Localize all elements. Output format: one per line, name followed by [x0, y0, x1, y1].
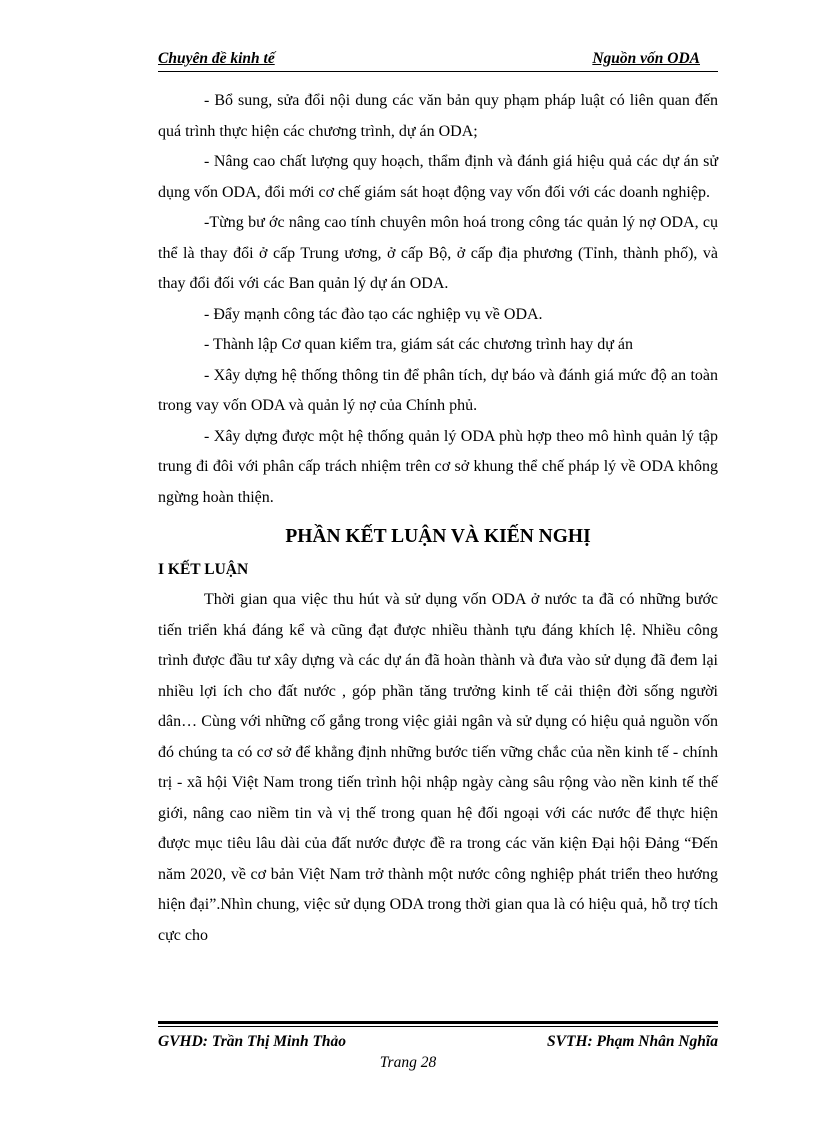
section-title: PHẦN KẾT LUẬN VÀ KIẾN NGHỊ	[285, 526, 591, 547]
conclusion-paragraph: Thời gian qua việc thu hút và sử dụng vốn ODA ở nước ta đã có những bước tiến triển khá đáng kể và cũng đạt được nhiều thành tựu đáng khích lệ. Nhiều công trình được đầu tư xây dựng và các dự án đã hoàn thành và đưa vào sử dụng đã đem lại nhiều lợi ích cho đất nước , góp phần tăng trưởng kinh tế cải thiện đời sống người dân… Cùng với những cố gắng trong việc giải ngân và sử dụng có hiệu quả nguồn vốn đó chúng ta có cơ sở để khẳng định những bước tiến vững chắc của nền kinh tế - chính trị - xã hội Việt Nam trong tiến trình hội nhập ngày càng sâu rộng vào nền kinh tế thế giới, nâng cao niềm tin và vị thế trong quan hệ đối ngoại với các nước để thực hiện được mục tiêu lâu dài của đất nước được đề ra trong các văn kiện Đại hội Đảng “Đến năm 2020, về cơ bản Việt Nam trở thành một nước công nghiệp phát triển theo hướng hiện đại”.Nhìn chung, việc sử dụng ODA trong thời gian qua là có hiệu quả, hỗ trợ tích cực cho	[158, 591, 718, 944]
page-body	[158, 86, 718, 951]
paragraph: - Xây dựng hệ thống thông tin để phân tích, dự báo và đánh giá mức độ an toàn trong vay vốn ODA và quản lý nợ của Chính phủ.	[158, 366, 718, 414]
subsection-title: I KẾT LUẬN	[158, 561, 249, 578]
header-topic: Nguồn vốn ODA	[592, 50, 700, 67]
header-subject: Chuyên đề kinh tế	[158, 50, 275, 67]
footer-advisor: GVHD: Trần Thị Minh Thảo	[158, 1033, 347, 1050]
paragraph: - Nâng cao chất lượng quy hoạch, thẩm định và đánh giá hiệu quả các dự án sử dụng vốn ODA, đổi mới cơ chế giám sát hoạt động vay vốn đối với các doanh nghiệp.	[158, 153, 718, 201]
paragraph: - Bổ sung, sửa đổi nội dung các văn bản quy phạm pháp luật có liên quan đến quá trình thực hiện các chương trình, dự án ODA;	[158, 92, 718, 140]
paragraph: - Xây dựng được một hệ thống quản lý ODA phù hợp theo mô hình quản lý tập trung đi đôi với phân cấp trách nhiệm trên cơ sở khung thể chế pháp lý về ODA không ngừng hoàn thiện.	[158, 427, 718, 506]
footer-divider	[158, 1021, 718, 1027]
page-number: Trang 28	[379, 1054, 437, 1071]
paragraph: - Thành lập Cơ quan kiểm tra, giám sát các chương trình hay dự án	[204, 336, 633, 353]
paragraph: - Đẩy mạnh công tác đào tạo các nghiệp vụ về ODA.	[204, 305, 543, 323]
page-header	[158, 50, 718, 74]
paragraph: -Từng bư ớc nâng cao tính chuyên môn hoá trong công tác quản lý nợ ODA, cụ thể là thay đổi ở cấp Trung ương, ở cấp Bộ, ở cấp địa phương (Tỉnh, thành phố), và thay đổi đối với các Ban quản lý dự án ODA.	[158, 214, 718, 292]
header-divider	[158, 71, 718, 72]
footer-student: SVTH: Phạm Nhân Nghĩa	[547, 1033, 718, 1050]
